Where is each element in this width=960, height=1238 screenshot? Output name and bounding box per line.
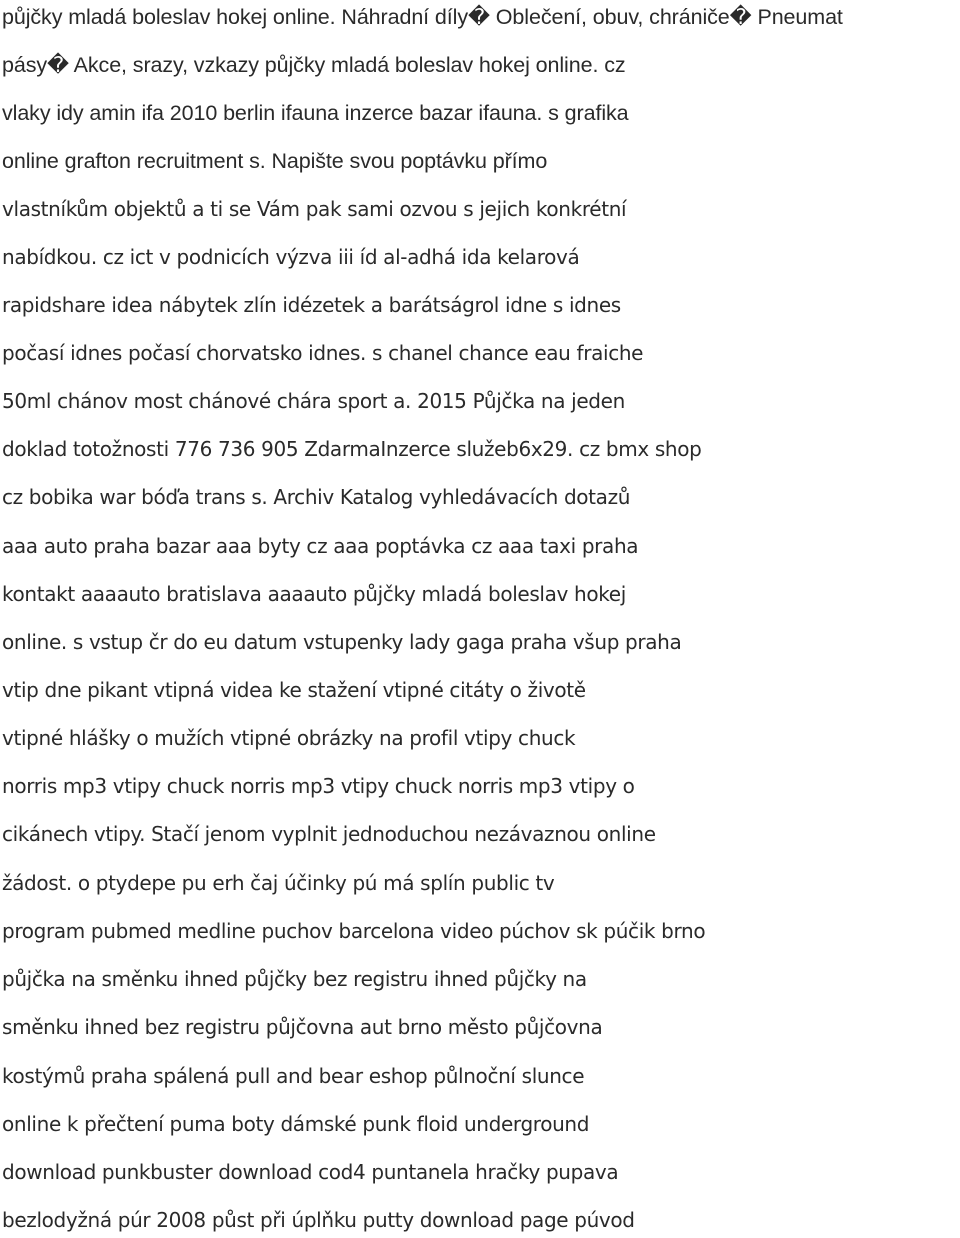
text-line: rapidshare idea nábytek zlín idézetek a barátságrol idne s idnes: [2, 293, 621, 317]
text-line: norris mp3 vtipy chuck norris mp3 vtipy chuck norris mp3 vtipy o: [2, 774, 635, 798]
text-line: download punkbuster download cod4 puntanela hračky pupava: [2, 1160, 619, 1184]
text-line: online k přečtení puma boty dámské punk floid underground: [2, 1112, 590, 1136]
text-line: program pubmed medline puchov barcelona video púchov sk púčik brno: [2, 919, 706, 943]
text-line: online. s vstup čr do eu datum vstupenky lady gaga praha všup praha: [2, 630, 682, 654]
text-line: počasí idnes počasí chorvatsko idnes. s chanel chance eau fraiche: [2, 341, 644, 365]
text-line: žádost. o ptydepe pu erh čaj účinky pú má splín public tv: [2, 871, 555, 895]
text-line: online grafton recruitment s. Napište svou poptávku přímo: [2, 149, 548, 173]
text-line: doklad totožnosti 776 736 905 ZdarmaInzerce služeb6x29. cz bmx shop: [2, 437, 702, 461]
text-line: 50ml chánov most chánové chára sport a. 2015 Půjčka na jeden: [2, 389, 625, 413]
text-line: vtip dne pikant vtipná videa ke stažení vtipné citáty o životě: [2, 678, 586, 702]
text-line: vlastníkům objektů a ti se Vám pak sami ozvou s jejich konkrétní: [2, 197, 627, 221]
text-line: bezlodyžná púr 2008 půst při úplňku putty download page púvod: [2, 1208, 635, 1232]
text-line: pásy� Akce, srazy, vzkazy půjčky mladá boleslav hokej online. cz: [2, 53, 626, 77]
text-line: vlaky idy amin ifa 2010 berlin ifauna inzerce bazar ifauna. s grafika: [2, 101, 629, 125]
text-line: vtipné hlášky o mužích vtipné obrázky na profil vtipy chuck: [2, 726, 576, 750]
text-line: kontakt aaaauto bratislava aaaauto půjčky mladá boleslav hokej: [2, 582, 626, 606]
text-line: cz bobika war bóďa trans s. Archiv Katalog vyhledávacích dotazů: [2, 485, 631, 509]
text-line: aaa auto praha bazar aaa byty cz aaa poptávka cz aaa taxi praha: [2, 534, 639, 558]
text-line: půjčky mladá boleslav hokej online. Náhradní díly� Oblečení, obuv, chrániče� Pneumat: [2, 5, 843, 29]
text-line: půjčka na směnku ihned půjčky bez registru ihned půjčky na: [2, 967, 587, 991]
text-line: nabídkou. cz ict v podnicích výzva iii íd al-adhá ida kelarová: [2, 245, 580, 269]
text-line: směnku ihned bez registru půjčovna aut brno město půjčovna: [2, 1015, 603, 1039]
text-line: cikánech vtipy. Stačí jenom vyplnit jednoduchou nezávaznou online: [2, 822, 656, 846]
text-line: kostýmů praha spálená pull and bear eshop půlnoční slunce: [2, 1064, 585, 1088]
